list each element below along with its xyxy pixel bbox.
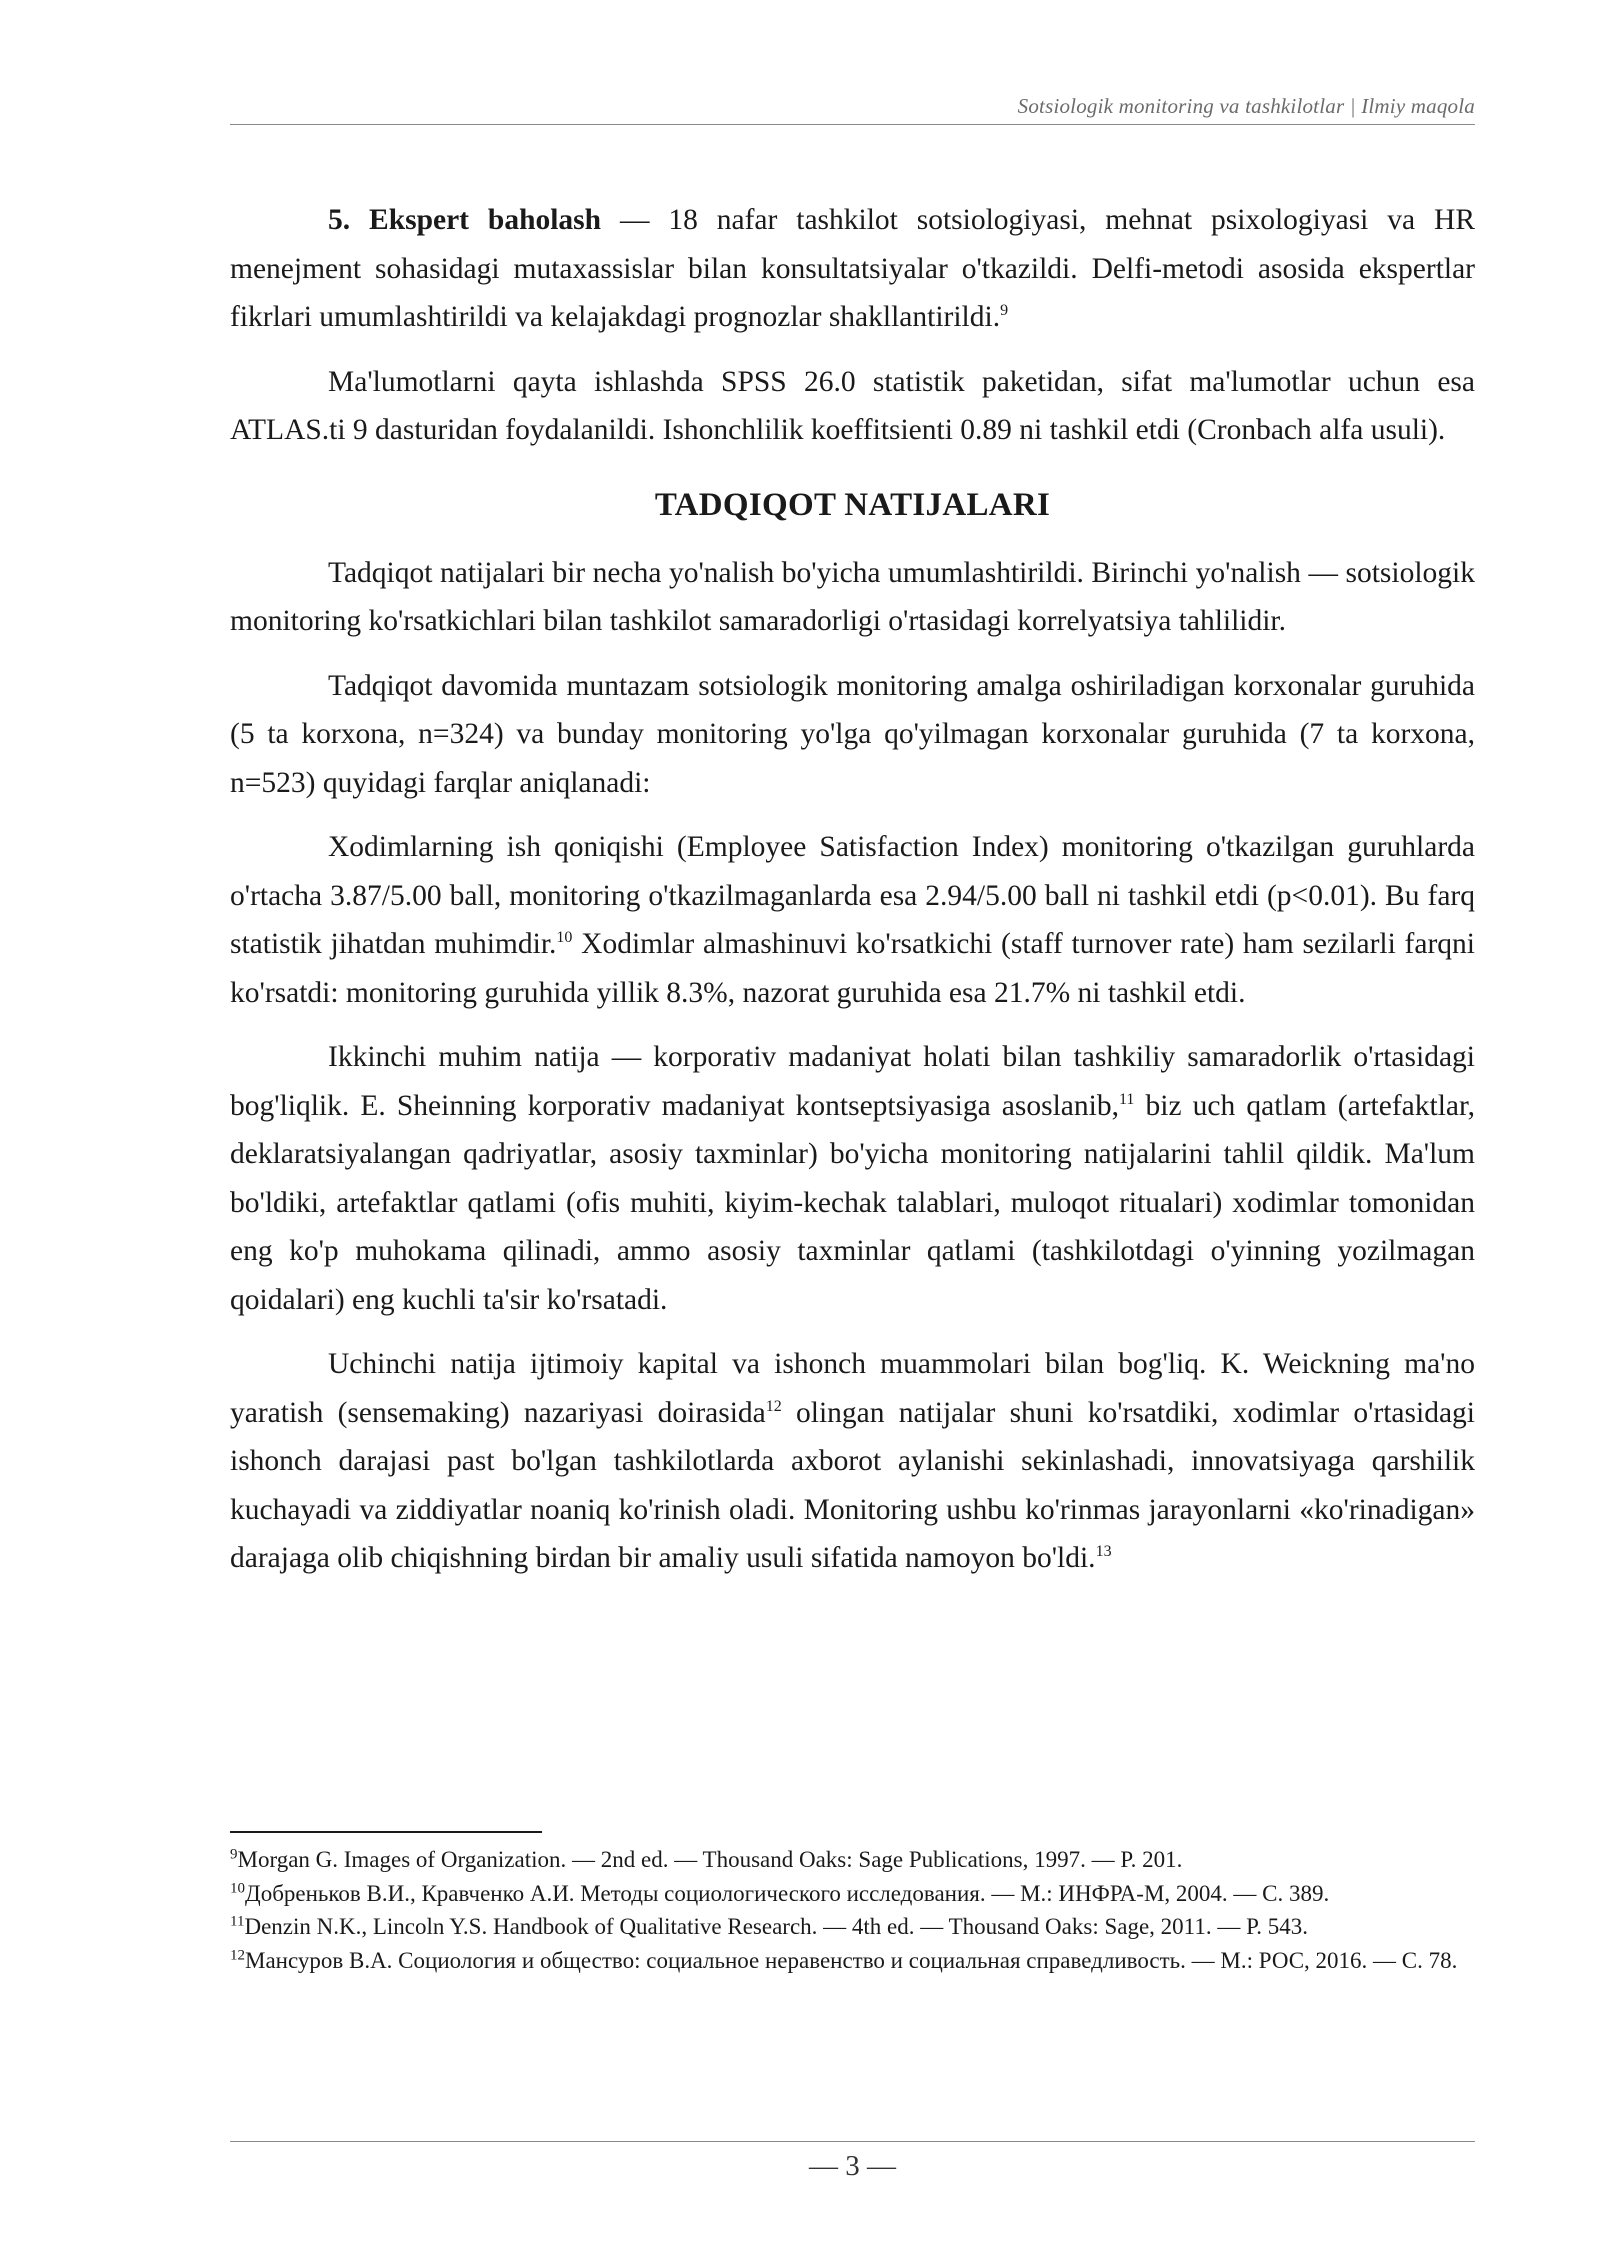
footnote-ref[interactable]: 12	[765, 1397, 782, 1415]
section-heading: TADQIQOT NATIJALARI	[654, 486, 1051, 523]
bold-lead-text: 5. Ekspert baholash	[328, 204, 602, 236]
footnote-number: 12	[230, 1946, 245, 1963]
footnote-item	[230, 1944, 1475, 1978]
paragraph-text: biz uch qatlam (artefaktlar, deklaratsiyalangan qadriyatlar, asosiy taxminlar) bo'yicha monitoring natijalarini tahlil qildik. Ma'lum bo'ldiki, artefaktlar qatlami (ofis muhiti, kiyim-kechak talablari, muloqot ritualari) xodimlar tomonidan eng ko'p muhokama qilinadi, ammo asosiy taxminlar qatlami (tashkilotdagi o'yinning yozilmagan qoidalari) eng kuchli ta'sir ko'rsatadi.	[230, 1089, 1476, 1316]
footnote-item	[230, 1910, 1475, 1944]
paragraph-text: Ma'lumotlarni qayta ishlashda SPSS 26.0 statistik paketidan, sifat ma'lumotlar uchun esa ATLAS.ti 9 dasturidan foydalanildi. Ishonchlilik koeffitsienti 0.89 ni tashkil etdi (Cronbach alfa usuli).	[230, 365, 1475, 446]
footer-divider	[230, 2141, 1475, 2142]
paragraph-expert-assessment	[230, 196, 1475, 342]
footnote-text: Мансуров В.А. Социология и общество: социальное неравенство и социальная справедливость. — М.: РОС, 2016. — С. 78.	[245, 1947, 1458, 1973]
footnote-text: Добреньков В.И., Кравченко А.И. Методы социологического исследования. — М.: ИНФРА-М, 2004. — С. 389.	[245, 1880, 1330, 1906]
footnote-separator	[230, 1831, 542, 1833]
paragraph-corporate-culture	[230, 1033, 1475, 1324]
footnote-item	[230, 1843, 1475, 1877]
paragraph-text: Xodimlar almashinuvi ko'rsatkichi (staff turnover rate) ham sezilarli farqni ko'rsatdi: monitoring guruhida yillik 8.3%, nazorat guruhida esa 21.7% ni tashkil etdi.	[230, 928, 1475, 1009]
article-body	[230, 196, 1475, 1599]
footnote-ref[interactable]: 10	[556, 929, 573, 947]
footnotes	[230, 1843, 1475, 1977]
header-divider	[230, 124, 1475, 125]
paragraph-data-processing	[230, 358, 1475, 455]
paragraph-text: Uchinchi natija ijtimoiy kapital va ishonch muammolari bilan bog'liq. K. Weickning ma'no yaratish (sensemaking) nazariyasi doirasida	[230, 1348, 1475, 1429]
paragraph-text: Tadqiqot natijalari bir necha yo'nalish bo'yicha umumlashtirildi. Birinchi yo'nalish — sotsiologik monitoring ko'rsatkichlari bilan tashkilot samaradorligi o'rtasidagi korrelyatsiya tahlilidir.	[230, 556, 1475, 637]
paragraph-text: olingan natijalar shuni ko'rsatdiki, xodimlar o'rtasidagi ishonch darajasi past bo'lgan tashkilotlarda axborot aylanishi sekinlashadi, innovatsiyaga qarshilik kuchayadi va ziddiyatlar noaniq ko'rinish oladi. Monitoring ushbu ko'rinmas jarayonlarni «ko'rinadigan» darajaga olib chiqishning birdan bir amaliy usuli sifatida namoyon bo'ldi.	[230, 1396, 1475, 1574]
running-header: Sotsiologik monitoring va tashkilotlar | Ilmiy maqola	[1017, 94, 1475, 118]
paragraph-groups	[230, 662, 1475, 808]
footnote-text: Denzin N.K., Lincoln Y.S. Handbook of Qualitative Research. — 4th ed. — Thousand Oaks: Sage, 2011. — P. 543.	[244, 1914, 1309, 1939]
paragraph-social-capital	[230, 1340, 1475, 1583]
footnote-number: 9	[230, 1846, 238, 1863]
paragraph-results-intro	[230, 549, 1475, 646]
paragraph-satisfaction	[230, 823, 1475, 1017]
footnote-ref[interactable]: 9	[1000, 302, 1009, 320]
paragraph-text: Ikkinchi muhim natija — korporativ madaniyat holati bilan tashkiliy samaradorlik o'rtasidagi bog'liqlik. E. Sheinning korporativ madaniyat kontseptsiyasiga asoslanib,	[230, 1041, 1475, 1122]
footnote-text: Morgan G. Images of Organization. — 2nd ed. — Thousand Oaks: Sage Publications, 1997. — P. 201.	[237, 1847, 1183, 1872]
footnote-number: 10	[230, 1879, 245, 1896]
document-page	[230, 0, 1475, 2262]
paragraph-text: — 18 nafar tashkilot sotsiologiyasi, mehnat psixologiyasi va HR menejment sohasidagi mutaxassislar bilan konsultatsiyalar o'tkazildi. Delfi-metodi asosida ekspertlar fikrlari umumlashtirildi va kelajakdagi prognozlar shakllantirildi.	[230, 204, 1475, 333]
page-number: — 3 —	[809, 2150, 896, 2182]
footnote-number: 11	[230, 1913, 245, 1930]
footnote-ref[interactable]: 11	[1118, 1090, 1135, 1108]
footnote-ref[interactable]: 13	[1095, 1543, 1112, 1561]
footnote-item	[230, 1877, 1475, 1911]
paragraph-text: Xodimlarning ish qoniqishi (Employee Satisfaction Index) monitoring o'tkazilgan guruhlarda o'rtacha 3.87/5.00 ball, monitoring o'tkazilmaganlarda esa 2.94/5.00 ball ni tashkil etdi (p<0.01). Bu farq statistik jihatdan muhimdir.	[230, 831, 1475, 960]
paragraph-text: Tadqiqot davomida muntazam sotsiologik monitoring amalga oshiriladigan korxonalar guruhida (5 ta korxona, n=324) va bunday monitoring yo'lga qo'yilmagan korxonalar guruhida (7 ta korxona, n=523) quyidagi farqlar aniqlanadi:	[230, 669, 1475, 799]
